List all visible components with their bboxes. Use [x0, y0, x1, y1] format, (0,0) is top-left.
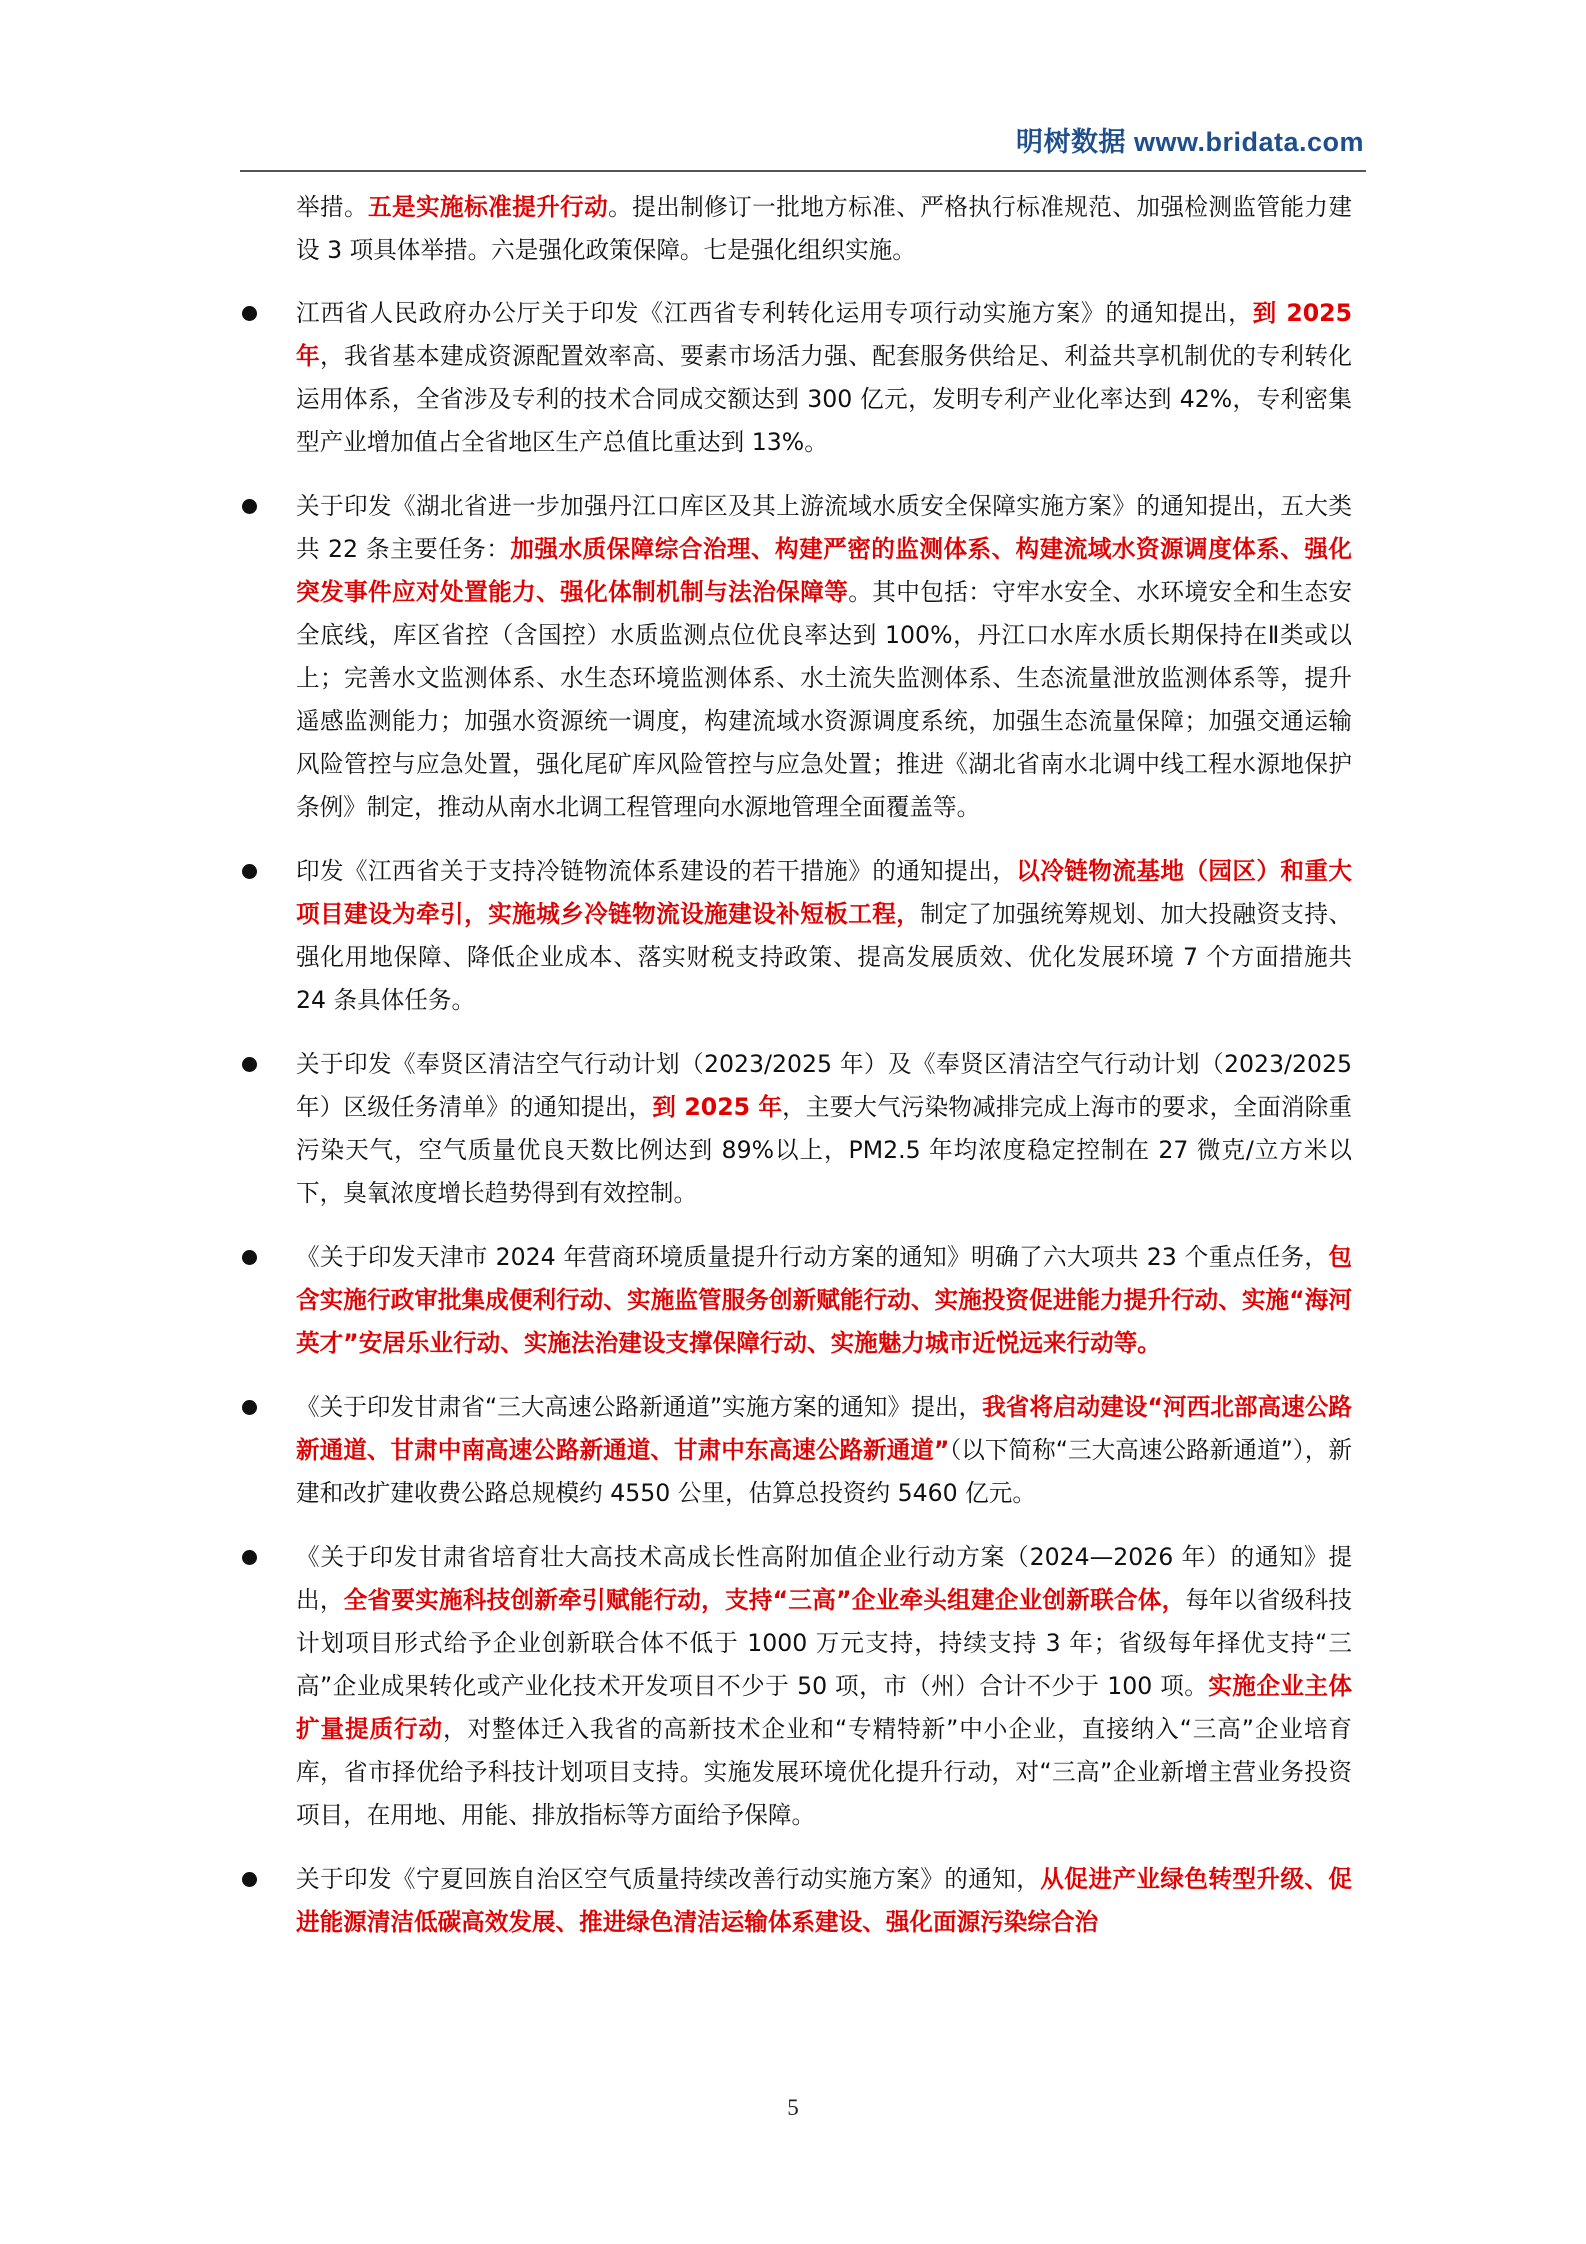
bullet-icon [242, 499, 257, 514]
list-item [240, 1043, 1352, 1215]
item-paragraph [296, 850, 1352, 1022]
bullet-icon [242, 1057, 257, 1072]
item-paragraph [296, 485, 1352, 829]
text-segment: 。其中包括：守牢水安全、水环境安全和生态安全底线，库区省控（含国控）水质监测点位优良率达到 100%，丹江口水库水质长期保持在Ⅱ类或以上；完善水文监测体系、水生态环境监测体系、水土流失监测体系、生态流量泄放监测体系等，提升遥感监测能力；加强水资源统一调度，构建流域水资源调度系统，加强生态流量保障；加强交通运输风险管控与应急处置，强化尾矿库风险管控与应急处置；推进《湖北省南水北调中线工程水源地保护条例》制定，推动从南水北调工程管理向水源地管理全面覆盖等。 [296, 578, 1352, 821]
text-segment: 。提出制修订一批地方标准、严格执行标准规范、加强检测监管能力建设 3 项具体举措。六是强化政策保障。七是强化组织实施。 [296, 193, 1352, 264]
text-segment: 《关于印发甘肃省培育壮大高技术高成长性高附加值企业行动方案（2024—2026 年）的通知》提出， [296, 1543, 1352, 1614]
text-segment: 印发《江西省关于支持冷链物流体系建设的若干措施》的通知提出， [296, 857, 1017, 885]
highlight-segment: 我省将启动建设“河西北部高速公路新通道、甘肃中南高速公路新通道、甘肃中东高速公路新通道” [296, 1393, 1352, 1464]
text-segment: 关于印发《湖北省进一步加强丹江口库区及其上游流域水质安全保障实施方案》的通知提出，五大类共 22 条主要任务： [296, 492, 1352, 563]
item-paragraph [296, 1236, 1352, 1365]
text-segment: ，我省基本建成资源配置效率高、要素市场活力强、配套服务供给足、利益共享机制优的专利转化运用体系，全省涉及专利的技术合同成交额达到 300 亿元，发明专利产业化率达到 42%，专利密集型产业增加值占全省地区生产总值比重达到 13%。 [296, 342, 1353, 456]
list-item [240, 1536, 1352, 1837]
highlight-segment: 加强水质保障综合治理、构建严密的监测体系、构建流域水资源调度体系、强化突发事件应对处置能力、强化体制机制与法治保障等 [296, 535, 1352, 606]
text-segment: 每年以省级科技计划项目形式给予企业创新联合体不低于 1000 万元支持，持续支持 3 年；省级每年择优支持“三高”企业成果转化或产业化技术开发项目不少于 50 项，市（州）合计不少于 100 项。 [296, 1586, 1353, 1700]
lead-paragraph [240, 186, 1352, 272]
header-divider [240, 170, 1366, 172]
bullet-icon [242, 864, 257, 879]
text-segment: 制定了加强统筹规划、加大投融资支持、强化用地保障、降低企业成本、落实财税支持政策、提高发展质效、优化发展环境 7 个方面措施共 24 条具体任务。 [296, 900, 1353, 1014]
text-segment: 江西省人民政府办公厅关于印发《江西省专利转化运用专项行动实施方案》的通知提出， [296, 299, 1253, 327]
highlight-segment: 五是实施标准提升行动 [368, 193, 609, 221]
list-item [240, 850, 1352, 1022]
list-item [240, 1386, 1352, 1515]
text-segment: 《关于印发甘肃省“三大高速公路新通道”实施方案的通知》提出， [296, 1393, 983, 1421]
bullet-icon [242, 1250, 257, 1265]
highlight-segment: 以冷链物流基地（园区）和重大项目建设为牵引，实施城乡冷链物流设施建设补短板工程， [296, 857, 1352, 928]
item-paragraph [296, 1386, 1352, 1515]
bullet-icon [242, 1872, 257, 1887]
bullet-icon [242, 1550, 257, 1565]
highlight-segment: 到 2025 年 [652, 1093, 783, 1121]
highlight-segment: 全省要实施科技创新牵引赋能行动，支持“三高”企业牵头组建企业创新联合体， [343, 1586, 1186, 1614]
text-segment: ，对整体迁入我省的高新技术企业和“专精特新”中小企业，直接纳入“三高”企业培育库，省市择优给予科技计划项目支持。实施发展环境优化提升行动，对“三高”企业新增主营业务投资项目，在用地、用能、排放指标等方面给予保障。 [296, 1715, 1353, 1829]
list-item [240, 1236, 1352, 1365]
item-paragraph [296, 1536, 1352, 1837]
list-item [240, 485, 1352, 829]
text-segment: 《关于印发天津市 2024 年营商环境质量提升行动方案的通知》明确了六大项共 23 个重点任务， [296, 1243, 1329, 1271]
item-paragraph [296, 1858, 1352, 1944]
text-segment: ，主要大气污染物减排完成上海市的要求，全面消除重污染天气，空气质量优良天数比例达到 89%以上，PM2.5 年均浓度稳定控制在 27 微克/立方米以下，臭氧浓度增长趋势得到有效控制。 [296, 1093, 1352, 1207]
bullet-icon [242, 306, 257, 321]
text-segment: 关于印发《奉贤区清洁空气行动计划（2023/2025 年）及《奉贤区清洁空气行动计划（2023/2025 年）区级任务清单》的通知提出， [296, 1050, 1352, 1121]
text-segment: （以下简称“三大高速公路新通道”），新建和改扩建收费公路总规模约 4550 公里，估算总投资约 5460 亿元。 [296, 1436, 1352, 1507]
header-brand[interactable]: 明树数据 www.bridata.com [1015, 127, 1364, 157]
page-number: 5 [787, 2095, 799, 2120]
highlight-segment: 包含实施行政审批集成便利行动、实施监管服务创新赋能行动、实施投资促进能力提升行动、实施“海河英才”安居乐业行动、实施法治建设支撑保障行动、实施魅力城市近悦远来行动等。 [296, 1243, 1352, 1357]
bullet-icon [242, 1400, 257, 1415]
list-item [240, 1858, 1352, 1944]
item-paragraph [296, 292, 1352, 464]
list-item [240, 292, 1352, 464]
text-segment: 关于印发《宁夏回族自治区空气质量持续改善行动实施方案》的通知， [296, 1865, 1041, 1893]
highlight-segment: 实施企业主体扩量提质行动 [296, 1672, 1353, 1743]
item-paragraph [296, 1043, 1352, 1215]
document-body [240, 186, 1352, 1965]
text-segment: 举措。 [296, 193, 369, 221]
highlight-segment: 到 2025 年 [296, 299, 1353, 370]
highlight-segment: 从促进产业绿色转型升级、促进能源清洁低碳高效发展、推进绿色清洁运输体系建设、强化面源污染综合治 [296, 1865, 1353, 1936]
